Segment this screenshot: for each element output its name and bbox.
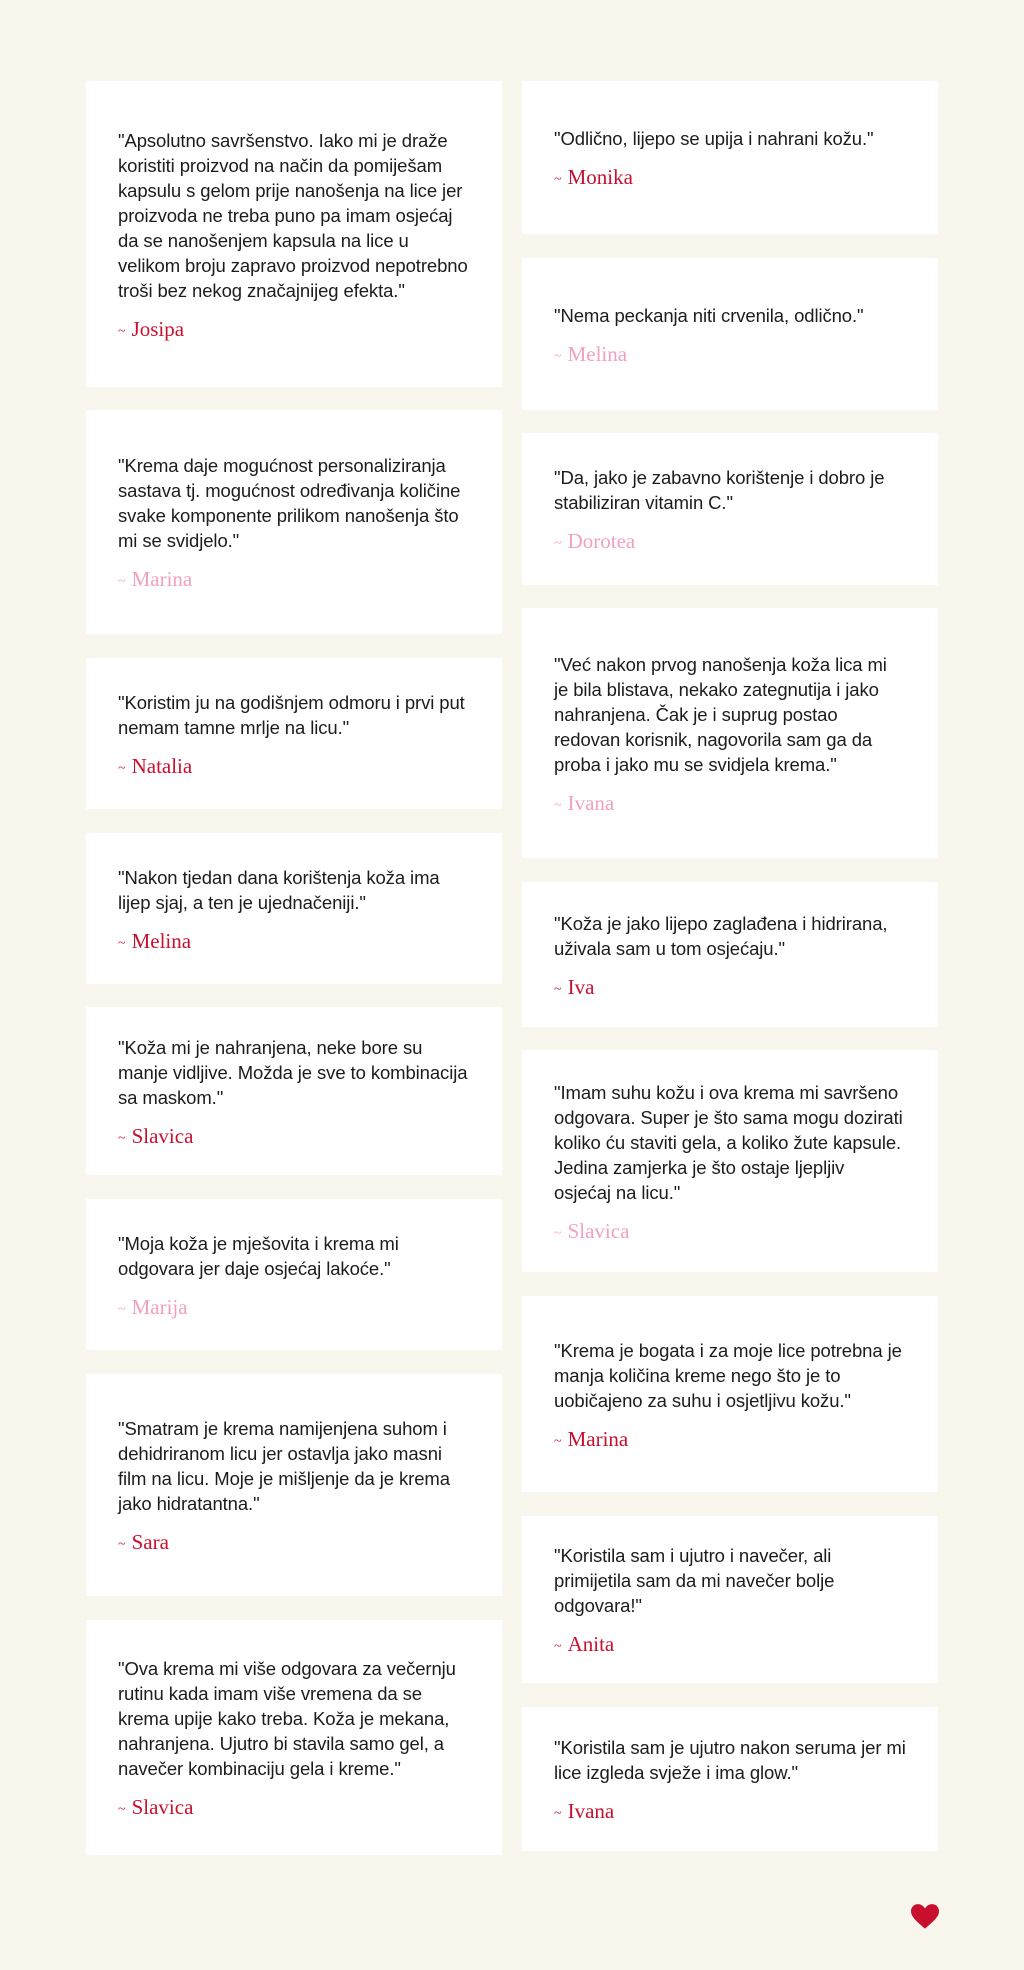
testimonial-author: ~ Ivana [554, 1799, 615, 1823]
testimonial-author: ~ Slavica [118, 1795, 194, 1819]
testimonial-card [86, 1374, 502, 1596]
testimonial-author: ~ Melina [554, 341, 628, 366]
testimonial-author: ~ Melina [118, 928, 192, 953]
testimonial-quote: "Smatram je krema namijenjena suhom i dehidriranom licu jer ostavlja jako masni film na licu. Moje je mišljenje da je krema jako hidratantna." [118, 1418, 450, 1514]
testimonial-quote: "Odlično, lijepo se upija i nahrani kožu." [554, 128, 874, 149]
testimonial-author: ~ Monika [554, 165, 633, 189]
testimonial-card [86, 410, 502, 634]
testimonial-quote: "Koristila sam je ujutro nakon seruma jer mi lice izgleda svježe i ima glow." [554, 1737, 906, 1783]
testimonial-card [522, 1516, 938, 1683]
testimonial-card [522, 608, 938, 858]
testimonial-author: ~ Marina [118, 567, 193, 591]
testimonial-quote: "Koristim ju na godišnjem odmoru i prvi put nemam tamne mrlje na licu." [118, 691, 465, 738]
testimonial-quote: "Koža je jako lijepo zaglađena i hidrirana, uživala sam u tom osjećaju." [554, 912, 888, 959]
testimonial-card [86, 658, 502, 809]
testimonial-quote: "Krema je bogata i za moje lice potrebna je manja količina kreme nego što je to uobičajeno za suhu i osjetljivu kožu." [554, 1339, 902, 1411]
testimonial-quote: "Nakon tjedan dana korištenja koža ima lijep sjaj, a ten je ujednačeniji." [118, 866, 440, 913]
testimonial-card [86, 1620, 502, 1855]
testimonial-card [522, 1707, 938, 1851]
testimonial-author: ~ Slavica [554, 1218, 630, 1243]
testimonial-author: ~ Marija [118, 1294, 188, 1319]
testimonial-quote: "Krema daje mogućnost personaliziranja sastava tj. mogućnost određivanja količine svake komponente prilikom nanošenja što mi se svidjelo." [118, 455, 461, 551]
testimonial-author: ~ Marina [554, 1426, 629, 1451]
testimonial-quote: "Nema peckanja niti crvenila, odlično." [554, 304, 864, 326]
testimonial-card [86, 1199, 502, 1350]
testimonial-card [86, 81, 502, 387]
testimonial-card [522, 1050, 938, 1272]
testimonial-author: ~ Ivana [554, 790, 615, 815]
testimonial-quote: "Imam suhu kožu i ova krema mi savršeno odgovara. Super je što sama mogu dozirati koliko ću staviti gela, a koliko žute kapsule. Jedina zamjerka je što ostaje ljepljiv osjećaj na licu." [554, 1081, 903, 1203]
testimonial-author: ~ Iva [554, 974, 595, 999]
testimonial-author: ~ Natalia [118, 753, 193, 778]
testimonial-quote: "Moja koža je mješovita i krema mi odgovara jer daje osjećaj lakoće." [118, 1232, 399, 1279]
testimonial-card [522, 81, 938, 234]
testimonial-card [86, 1007, 502, 1175]
testimonial-card [522, 433, 938, 585]
testimonial-card [86, 833, 502, 984]
testimonial-quote: "Koristila sam i ujutro i navečer, ali primijetila sam da mi navečer bolje odgovara!" [554, 1545, 835, 1616]
testimonial-card [522, 258, 938, 410]
testimonial-quote: "Apsolutno savršenstvo. Iako mi je draže koristiti proizvod na način da pomiješam kapsulu s gelom prije nanošenja na lice jer proizvoda ne treba puno pa imam osjećaj da se nanošenjem kapsula na lice u velikom broju zapravo proizvod nepotrebno troši bez nekog značajnijeg efekta." [118, 129, 468, 301]
testimonial-quote: "Koža mi je nahranjena, neke bore su manje vidljive. Možda je sve to kombinacija sa maskom." [118, 1036, 468, 1108]
testimonial-author: ~ Sara [118, 1530, 169, 1554]
testimonial-card [522, 1296, 938, 1492]
testimonial-author: ~ Josipa [118, 316, 185, 341]
testimonial-quote: "Ova krema mi više odgovara za večernju rutinu kada imam više vremena da se krema upije kako treba. Koža je mekana, nahranjena. Ujutro bi stavila samo gel, a navečer kombinaciju gela i kreme." [118, 1658, 456, 1779]
testimonial-author: ~ Dorotea [554, 529, 636, 553]
testimonial-card [522, 882, 938, 1027]
testimonial-quote: "Već nakon prvog nanošenja koža lica mi je bila blistava, nekako zategnutija i jako nahranjena. Čak je i suprug postao redovan korisnik, nagovorila sam ga da proba i jako mu se svidjela krema." [554, 653, 887, 775]
testimonial-author: ~ Anita [554, 1632, 615, 1656]
testimonial-quote: "Da, jako je zabavno korištenje i dobro je stabiliziran vitamin C." [554, 467, 885, 513]
heart-icon[interactable] [911, 1904, 939, 1930]
testimonial-author: ~ Slavica [118, 1123, 194, 1148]
